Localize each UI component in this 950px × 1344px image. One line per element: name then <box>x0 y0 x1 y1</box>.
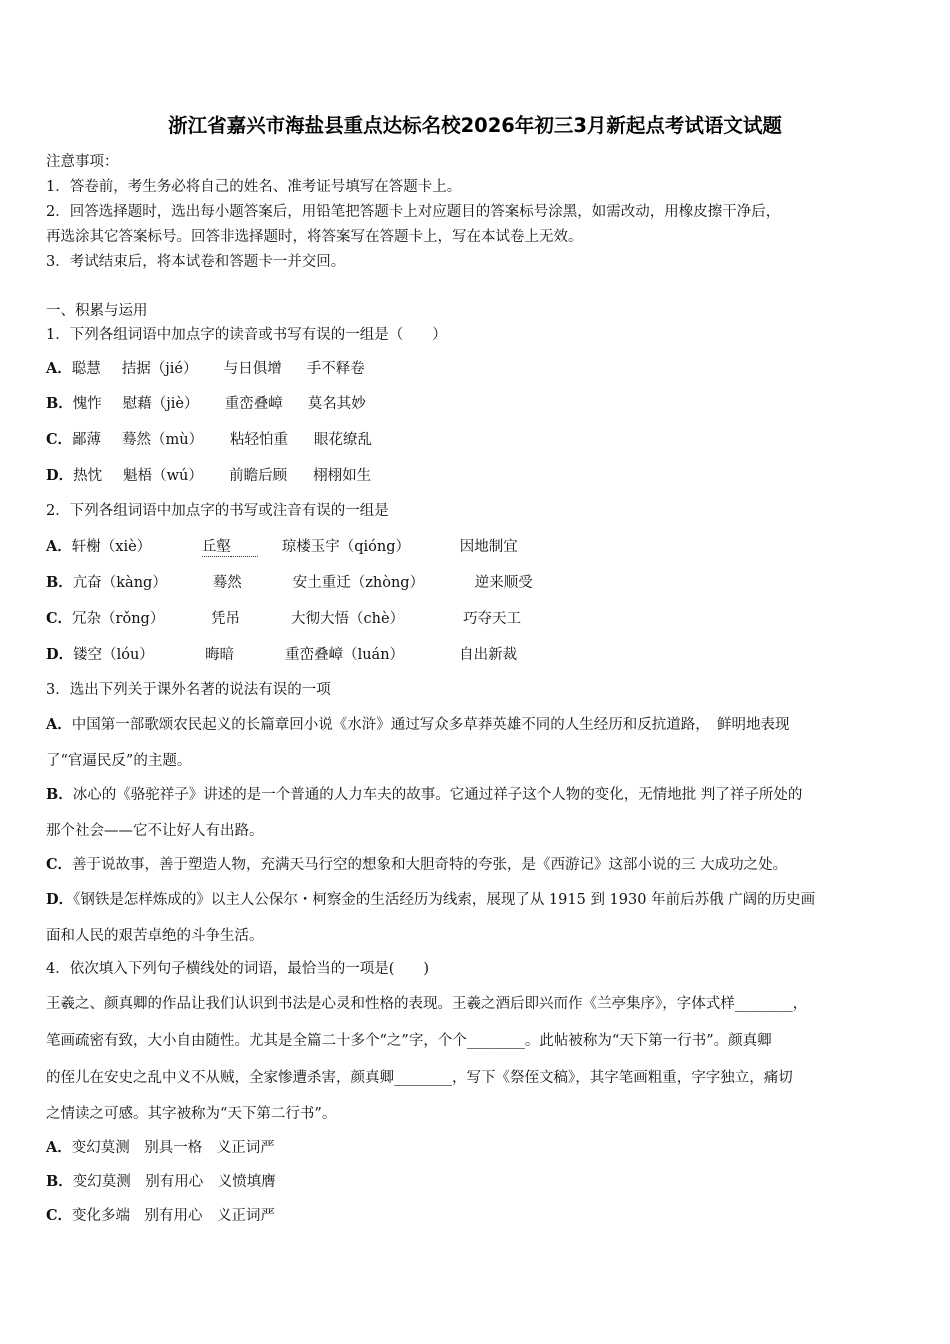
question-4-stem: 4．依次填入下列句子横线处的词语，最恰当的一项是( ) <box>46 961 430 977</box>
notice-item: 3．考试结束后，将本试卷和答题卡一并交回。 <box>46 254 346 270</box>
q3-option-b-cont <box>46 821 264 841</box>
option-label: B． <box>46 395 73 412</box>
option-text: 《钢铁是怎样炼成的》以主人公保尔・柯察金的生活经历为线索，展现了从 1915 到 1930 年前后苏俄 广阔的历史画 <box>73 892 816 908</box>
option-label: C． <box>46 1207 73 1224</box>
option-word: 重峦叠嶂（luán） <box>285 647 405 663</box>
option-word: 亢奋（kàng） <box>72 575 167 591</box>
option-word: 慰藉（jiè） <box>122 396 199 412</box>
option-text: 变幻莫测 别具一格 义正词严 <box>71 1140 275 1156</box>
option-word: 蓦然（mù） <box>122 432 204 448</box>
q2-option-c <box>46 609 521 629</box>
option-word: 镂空（lóu） <box>73 647 154 663</box>
option-word: 蓦然 <box>212 575 242 591</box>
q4-passage-line: 的侄儿在安史之乱中义不从贼，全家惨遭杀害，颜真卿________，写下《祭侄文稿》，其字笔画粗重，字字独立，痛切 <box>46 1070 793 1086</box>
option-word: 轩榭（xiè） <box>71 539 152 555</box>
q2-option-d <box>46 645 517 665</box>
option-word: 愧怍 <box>72 396 102 412</box>
q1-option-d <box>46 466 371 486</box>
option-label: A． <box>46 716 72 733</box>
option-word: 丘壑 <box>201 539 231 555</box>
q1-option-c <box>46 430 372 450</box>
question-3-stem: 3．选出下列关于课外名著的说法有误的一项 <box>46 682 331 698</box>
option-word: 巧夺天工 <box>463 611 522 627</box>
q3-option-d <box>46 890 815 910</box>
option-label: A． <box>46 538 72 555</box>
option-label: A． <box>46 360 72 377</box>
option-word: 拮据（jié） <box>121 361 198 377</box>
option-label: B． <box>46 574 73 591</box>
option-word: 栩栩如生 <box>313 468 372 484</box>
option-text: 善于说故事，善于塑造人物，充满天马行空的想象和大胆奇特的夸张，是《西游记》这部小说的三 大成功之处。 <box>72 857 788 873</box>
option-word: 自出新裁 <box>459 647 518 663</box>
option-text: 了“官逼民反”的主题。 <box>46 753 192 769</box>
section-heading: 一、积累与运用 <box>46 303 148 319</box>
option-label: C． <box>46 856 73 873</box>
option-text: 冰心的《骆驼祥子》讲述的是一个普通的人力车夫的故事。它通过祥子这个人物的变化，无情地批 判了祥子所处的 <box>72 787 803 803</box>
notice-item: 1．答卷前，考生务必将自己的姓名、准考证号填写在答题卡上。 <box>46 179 462 195</box>
option-label: D． <box>46 891 74 908</box>
q3-option-a <box>46 715 790 735</box>
q1-option-b <box>46 394 366 414</box>
q4-option-b <box>46 1172 276 1192</box>
option-label: B． <box>46 786 73 803</box>
option-word: 与日俱增 <box>223 361 282 377</box>
option-word: 逆来顺受 <box>474 575 533 591</box>
option-word: 鄙薄 <box>72 432 102 448</box>
q3-option-c <box>46 855 787 875</box>
option-word: 热忱 <box>73 468 103 484</box>
option-word: 大彻大悟（chè） <box>291 611 405 627</box>
option-word: 凭吊 <box>211 611 241 627</box>
option-label: B． <box>46 1173 73 1190</box>
q4-option-c <box>46 1206 275 1226</box>
option-label: C． <box>46 610 73 627</box>
option-label: D． <box>46 467 74 484</box>
exam-title: 浙江省嘉兴市海盐县重点达标名校2026年初三3月新起点考试语文试题 <box>168 114 782 137</box>
option-label: A． <box>46 1139 72 1156</box>
option-text: 变幻莫测 别有用心 义愤填膺 <box>72 1174 276 1190</box>
q1-option-a <box>46 359 365 379</box>
question-1-stem: 1．下列各组词语中加点字的读音或书写有误的一组是（ ） <box>46 327 447 343</box>
notice-item: 2．回答选择题时，选出每小题答案后，用铅笔把答题卡上对应题目的答案标号涂黑，如需改动，用橡皮擦干净后， <box>46 204 781 220</box>
option-word: 重峦叠嶂 <box>224 396 283 412</box>
option-word: 前瞻后顾 <box>229 468 288 484</box>
option-label: C． <box>46 431 73 448</box>
option-text: 变化多端 别有用心 义正词严 <box>72 1208 276 1224</box>
notice-item: 再选涂其它答案标号。回答非选择题时，将答案写在答题卡上，写在本试卷上无效。 <box>46 229 583 245</box>
q4-passage-line: 王羲之、颜真卿的作品让我们认识到书法是心灵和性格的表现。王羲之酒后即兴而作《兰亭集序》，字体式样________， <box>46 996 808 1012</box>
q4-option-a <box>46 1138 275 1158</box>
option-text: 那个社会——它不让好人有出路。 <box>46 823 264 839</box>
option-label: D． <box>46 646 74 663</box>
option-word: 粘轻怕重 <box>230 432 289 448</box>
option-word: 莫名其妙 <box>307 396 366 412</box>
q3-option-d-cont <box>46 926 264 946</box>
option-text: 面和人民的艰苦卓绝的斗争生活。 <box>46 928 264 944</box>
q3-option-b <box>46 785 802 805</box>
q3-option-a-cont <box>46 751 191 771</box>
option-word: 琼楼玉宇（qióng） <box>281 539 411 555</box>
option-word: 聪慧 <box>71 361 101 377</box>
notice-heading: 注意事项： <box>46 154 119 170</box>
question-2-stem: 2．下列各组词语中加点字的书写或注音有误的一组是 <box>46 503 389 519</box>
option-word: 手不释卷 <box>306 361 365 377</box>
option-word: 冗杂（rǒng） <box>72 611 165 627</box>
option-word: 安土重迁（zhòng） <box>292 575 425 591</box>
q4-passage-line: 笔画疏密有致，大小自由随性。尤其是全篇二十多个“之”字，个个________。此帖被称为“天下第一行书”。颜真卿 <box>46 1033 772 1049</box>
option-text: 中国第一部歌颂农民起义的长篇章回小说《水浒》通过写众多草莽英雄不同的人生经历和反抗道路， 鲜明地表现 <box>71 717 790 733</box>
option-word: 因地制宜 <box>459 539 518 555</box>
q2-option-b <box>46 573 533 593</box>
q2-option-a <box>46 537 518 557</box>
option-word: 晦暗 <box>205 647 235 663</box>
option-word: 魁梧（wú） <box>123 468 203 484</box>
q4-passage-line: 之情读之可感。其字被称为“天下第二行书”。 <box>46 1106 337 1122</box>
option-word: 眼花缭乱 <box>314 432 373 448</box>
